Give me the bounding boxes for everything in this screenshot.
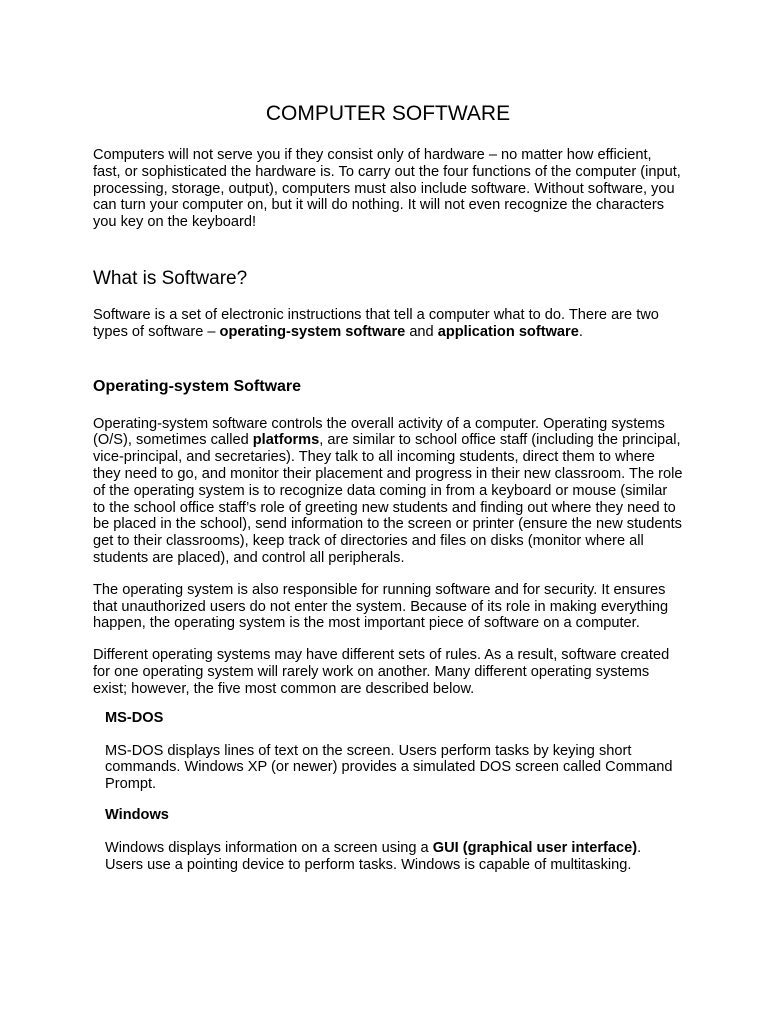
msdos-paragraph: MS-DOS displays lines of text on the screen. Users perform tasks by keying short commands. Windows XP (or newer) provides a simulated DOS screen called Command Prompt.	[105, 742, 673, 793]
text-run: and	[405, 323, 438, 340]
text-run: Operating-system software controls the overall activity of a computer. Operating systems (O/S), sometimes called	[93, 415, 665, 449]
section-heading-what-is-software: What is Software?	[93, 267, 248, 289]
text-run: Windows displays information on a screen using a	[105, 839, 433, 856]
subheading-windows: Windows	[105, 806, 169, 823]
document-page	[93, 100, 683, 889]
software-definition-paragraph	[93, 307, 683, 341]
section-heading-operating-system-software: Operating-system Software	[93, 377, 302, 395]
os-paragraph-2: The operating system is also responsible for running software and for security. It ensures that unauthorized users do not enter the system. Because of its role in making everything happen, the operating system is the most important piece of software on a computer.	[93, 581, 669, 632]
bold-term-operating-system-software: operating-system software	[219, 323, 406, 340]
text-run: .	[578, 323, 583, 340]
os-paragraph-3: Different operating systems may have different sets of rules. As a result, software created for one operating system will rarely work on another. Many different operating systems exist; however, the five most common are described below.	[93, 647, 670, 697]
windows-subsection	[105, 807, 683, 874]
bold-term-gui: GUI (graphical user interface)	[432, 839, 638, 856]
text-run: . Users use a pointing device to perform tasks. Windows is capable of multitasking.	[105, 839, 642, 873]
os-paragraph-1	[93, 416, 683, 567]
document-title: COMPUTER SOFTWARE	[265, 102, 511, 125]
text-run: , are similar to school office staff (including the principal, vice-principal, and secretaries). They talk to all incoming students, direct them to where they need to go, and monitor their placement and progress in their new classroom. The role of the operating system is to recognize data coming in from a keyboard or mouse (similar to the school office staff’s role of greeting new students and finding out where they need to be placed in the school), send information to the screen or printer (ensure the new students get to their classrooms), keep track of directories and files on disks (monitor where all students are placed), and control all peripherals.	[93, 432, 683, 566]
text-run: Software is a set of electronic instructions that tell a computer what to do. There are two types of software –	[93, 306, 659, 340]
msdos-subsection	[105, 710, 683, 793]
windows-paragraph	[105, 840, 683, 874]
subheading-msdos: MS-DOS	[105, 709, 164, 726]
bold-term-application-software: application software	[437, 323, 579, 340]
intro-paragraph: Computers will not serve you if they consist only of hardware – no matter how efficient, fast, or sophisticated the hardware is. To carry out the four functions of the computer (input, processing, storage, output), computers must also include software. Without software, you can turn your computer on, but it will do nothing. It will not even recognize the characters you key on the keyboard!	[93, 147, 681, 231]
bold-term-platforms: platforms	[252, 432, 320, 449]
